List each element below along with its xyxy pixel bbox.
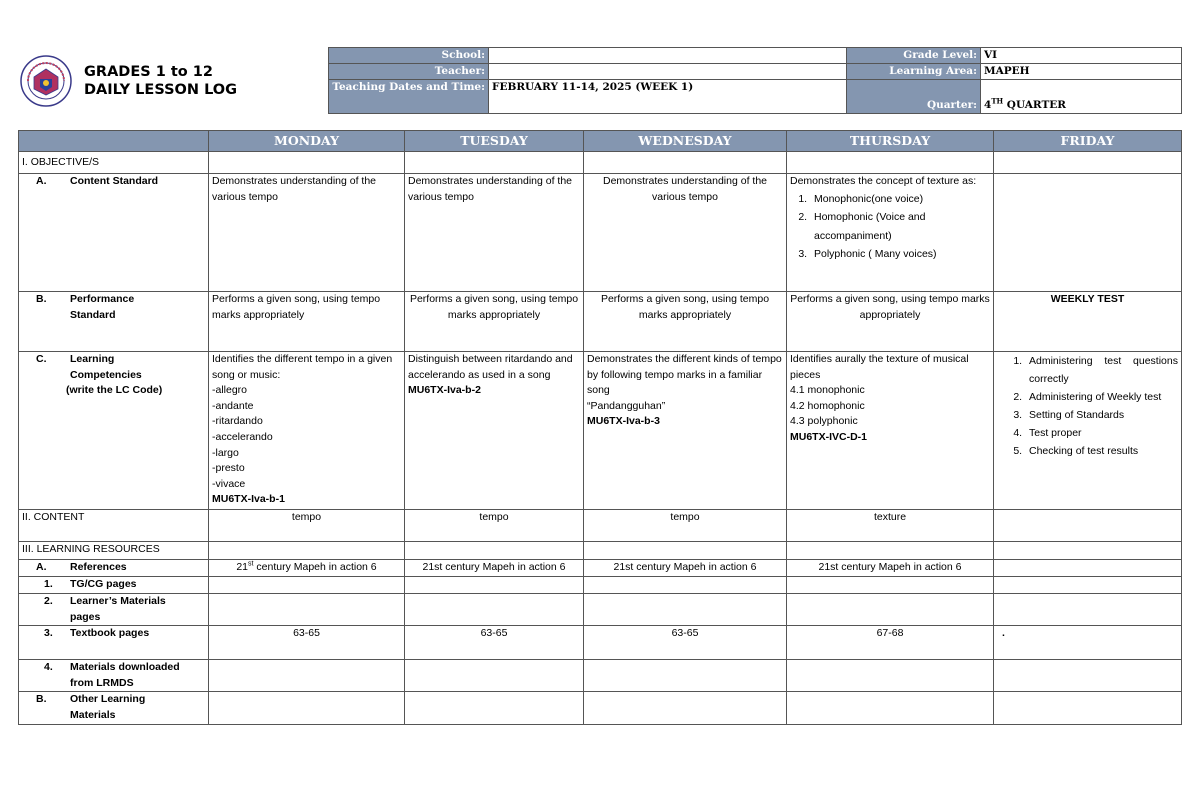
lm-pages-row <box>19 594 1182 626</box>
day-thursday: THURSDAY <box>787 131 994 152</box>
tempo-item: -largo <box>212 446 239 459</box>
lc-code: MU6TX-Iva-b-3 <box>587 415 660 428</box>
textbook-pages-tuesday: 63-65 <box>405 626 584 660</box>
day-tuesday: TUESDAY <box>405 131 584 152</box>
school-value <box>489 48 847 64</box>
tempo-item: -ritardando <box>212 415 263 428</box>
content-thursday: texture <box>787 510 994 542</box>
test-step-item: 5. Checking of test results <box>1025 442 1178 460</box>
learning-competencies-label: C. Learning Competencies (write the LC Code) <box>19 352 209 510</box>
tg-pages-row <box>19 577 1182 594</box>
content-standard-label: A. Content Standard <box>19 174 209 292</box>
learning-competencies-wednesday: Demonstrates the different kinds of tempo by following tempo marks in a familiar song “Pandangguhan” MU6TX-Iva-b-3 <box>584 352 787 510</box>
references-tuesday: 21st century Mapeh in action 6 <box>405 560 584 577</box>
quarter-value: 4TH QUARTER <box>981 80 1182 114</box>
corner-cell <box>19 131 209 152</box>
tempo-item: -allegro <box>212 384 248 397</box>
references-monday: 21st century Mapeh in action 6 <box>209 560 405 577</box>
textbook-pages-thursday: 67-68 <box>787 626 994 660</box>
references-thursday: 21st century Mapeh in action 6 <box>787 560 994 577</box>
tempo-item: -presto <box>212 462 245 475</box>
textbook-pages-friday: . <box>994 626 1182 660</box>
title-line-2: DAILY LESSON LOG <box>84 82 238 98</box>
performance-standard-monday: Performs a given song, using tempo marks appropriately <box>209 292 405 352</box>
document-title <box>84 63 237 99</box>
learning-area-value: MAPEH <box>981 64 1182 80</box>
school-label: School: <box>329 48 489 64</box>
quarter-label: Quarter: <box>847 80 981 114</box>
texture-item: 3. Polyphonic ( Many voices) <box>810 245 990 264</box>
content-label: II. CONTENT <box>19 510 209 542</box>
performance-standard-row <box>19 292 1182 352</box>
tempo-item: -vivace <box>212 477 246 490</box>
content-tuesday: tempo <box>405 510 584 542</box>
header-info-table <box>328 47 1182 114</box>
texture-item: 2. Homophonic (Voice and accompaniment) <box>810 208 990 245</box>
test-step-item: 2. Administering of Weekly test <box>1025 388 1178 406</box>
day-friday: FRIDAY <box>994 131 1182 152</box>
textbook-pages-label: 3. Textbook pages <box>19 626 209 660</box>
test-step-item: 3. Setting of Standards <box>1025 406 1178 424</box>
day-monday: MONDAY <box>209 131 405 152</box>
textbook-pages-wednesday: 63-65 <box>584 626 787 660</box>
learning-competencies-monday: Identifies the different tempo in a given song or music: -allegro -andante -ritardando -accelerando -largo -presto -vivace MU6TX-Iva-b-1 <box>209 352 405 510</box>
learning-competencies-row <box>19 352 1182 510</box>
learning-competencies-tuesday: Distinguish between ritardando and accelerando as used in a song MU6TX-Iva-b-2 <box>405 352 584 510</box>
title-line-1: GRADES 1 to 12 <box>84 64 213 80</box>
performance-standard-wednesday: Performs a given song, using tempo marks appropriately <box>584 292 787 352</box>
teacher-label: Teacher: <box>329 64 489 80</box>
grade-level-label: Grade Level: <box>847 48 981 64</box>
references-label: A. References <box>19 560 209 577</box>
learning-competencies-friday <box>994 352 1182 510</box>
grade-level-value: VI <box>981 48 1182 64</box>
day-wednesday: WEDNESDAY <box>584 131 787 152</box>
day-header-row <box>19 131 1182 152</box>
content-standard-wednesday: Demonstrates understanding of the various tempo <box>584 174 787 292</box>
tg-pages-label: 1. TG/CG pages <box>19 577 209 594</box>
content-monday: tempo <box>209 510 405 542</box>
references-friday <box>994 560 1182 577</box>
textbook-pages-row <box>19 626 1182 660</box>
deped-seal-icon <box>20 55 72 107</box>
content-standard-row <box>19 174 1182 292</box>
content-row <box>19 510 1182 542</box>
texture-item: 1. Monophonic(one voice) <box>810 190 990 209</box>
other-materials-row <box>19 692 1182 724</box>
content-wednesday: tempo <box>584 510 787 542</box>
content-standard-friday <box>994 174 1182 292</box>
learning-area-label: Learning Area: <box>847 64 981 80</box>
test-step-item: 1. Administering test questions correctly <box>1025 352 1178 388</box>
content-friday <box>994 510 1182 542</box>
learning-competencies-thursday: Identifies aurally the texture of musical pieces 4.1 monophonic 4.2 homophonic 4.3 polyphonic MU6TX-IVC-D-1 <box>787 352 994 510</box>
other-materials-label: B. Other Learning Materials <box>19 692 209 724</box>
test-step-item: 4. Test proper <box>1025 424 1178 442</box>
tempo-item: -accelerando <box>212 430 273 443</box>
objectives-label: I. OBJECTIVE/S <box>19 152 209 174</box>
lesson-log-table <box>18 130 1182 725</box>
references-row <box>19 560 1182 577</box>
objectives-row <box>19 152 1182 174</box>
performance-standard-label: B. Performance Standard <box>19 292 209 352</box>
content-standard-tuesday: Demonstrates understanding of the various tempo <box>405 174 584 292</box>
content-standard-monday: Demonstrates understanding of the various tempo <box>209 174 405 292</box>
learning-resources-label: III. LEARNING RESOURCES <box>19 542 209 560</box>
content-standard-thursday: Demonstrates the concept of texture as: 1. Monophonic(one voice) 2. Homophonic (Voice and accompaniment) 3. Polyphonic ( Many voices) <box>787 174 994 292</box>
teacher-value <box>489 64 847 80</box>
teaching-dates-label: Teaching Dates and Time: <box>329 80 489 114</box>
lc-code: MU6TX-IVC-D-1 <box>790 430 868 443</box>
lrmds-label: 4. Materials downloaded from LRMDS <box>19 660 209 692</box>
lm-pages-label: 2. Learner’s Materials pages <box>19 594 209 626</box>
performance-standard-tuesday: Performs a given song, using tempo marks appropriately <box>405 292 584 352</box>
lrmds-row <box>19 660 1182 692</box>
teaching-dates-value: FEBRUARY 11-14, 2025 (WEEK 1) <box>489 80 847 114</box>
lc-code: MU6TX-Iva-b-2 <box>408 384 481 397</box>
lc-code: MU6TX-Iva-b-1 <box>212 493 285 506</box>
performance-standard-friday: WEEKLY TEST <box>994 292 1182 352</box>
tempo-item: -andante <box>212 399 254 412</box>
textbook-pages-monday: 63-65 <box>209 626 405 660</box>
performance-standard-thursday: Performs a given song, using tempo marks appropriately <box>787 292 994 352</box>
references-wednesday: 21st century Mapeh in action 6 <box>584 560 787 577</box>
learning-resources-row <box>19 542 1182 560</box>
